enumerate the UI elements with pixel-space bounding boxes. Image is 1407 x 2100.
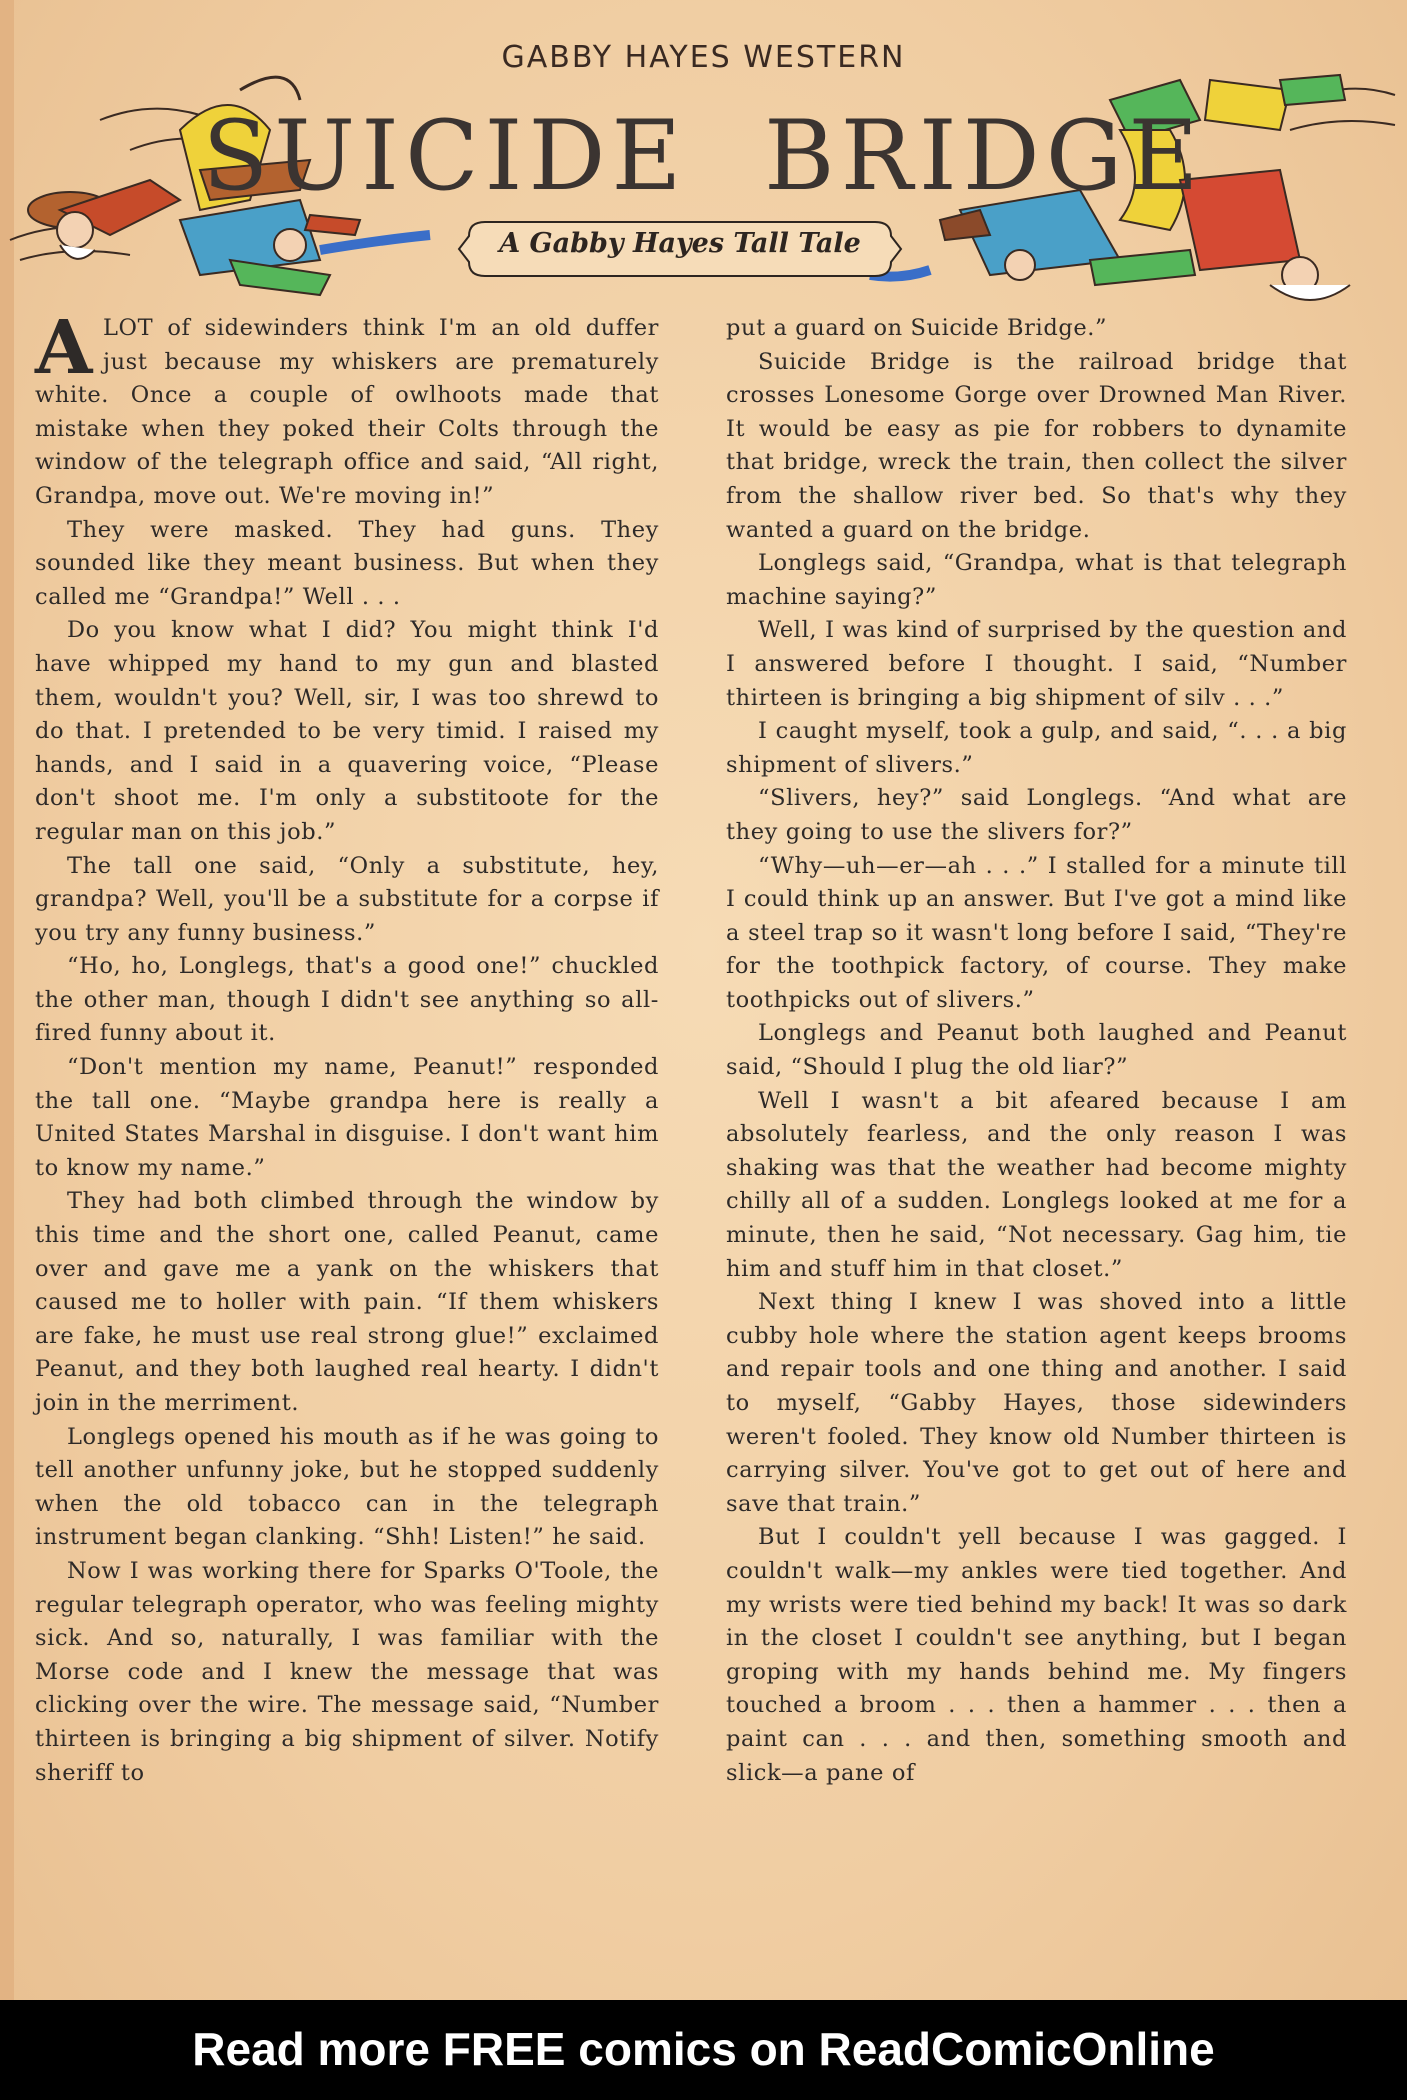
drop-cap: A [35,305,94,391]
subtitle-banner [455,218,905,280]
paragraph: Suicide Bridge is the railroad bridge that crosses Lonesome Gorge over Drowned Man River. It would be easy as pie for robbers to dynamite that bridge, wreck the train, then collect the silver from the shallow river bed. So that's why they wanted a guard on the bridge. [726,348,1347,543]
paragraph: Well, I was kind of surprised by the question and I answered before I thought. I said, “Number thirteen is bringing a big shipment of silv . . .” [726,617,1347,711]
story-subtitle: A Gabby Hayes Tall Tale [499,228,861,259]
paragraph: Now I was working there for Sparks O'Toole, the regular telegraph operator, who was feeling mighty sick. And so, naturally, I was familiar with the Morse code and I knew the message that was clicking over the wire. The message said, “Number thirteen is bringing a big shipment of silver. Notify sheriff to [35,1557,659,1786]
story-title: SUICIDE BRIDGE [202,100,1205,212]
paragraph: Well I wasn't a bit afeared because I am absolutely fearless, and the only reason I was shaking was that the weather had become mighty chilly all of a sudden. Longlegs looked at me for a minute, then he said, “Not necessary. Gag him, tie him and stuff him in that closet.” [726,1087,1347,1282]
text-column-left [35,305,659,1790]
paragraph: They had both climbed through the window by this time and the short one, called Peanut, came over and gave me a yank on the whiskers that caused me to holler with pain. “If them whiskers are fake, he must use real strong glue!” exclaimed Peanut, and they both laughed real hearty. I didn't join in the merriment. [35,1188,659,1416]
paragraph: Longlegs and Peanut both laughed and Peanut said, “Should I plug the old liar?” [726,1020,1347,1081]
paragraph: I caught myself, took a gulp, and said, “. . . a big shipment of slivers.” [726,718,1347,778]
paragraph: They were masked. They had guns. They sounded like they meant business. But when they called me “Grandpa!” Well . . . [35,516,659,610]
paragraph: “Ho, ho, Longlegs, that's a good one!” chuckled the other man, though I didn't see anything so all-fired funny about it. [35,953,659,1047]
paragraph: Next thing I knew I was shoved into a little cubby hole where the station agent keeps brooms and repair tools and one thing and another. I said to myself, “Gabby Hayes, those sidewinders weren't fooled. They know old Number thirteen is carrying silver. You've got to get out of here and save that train.” [726,1289,1347,1517]
footer-banner [0,2000,1407,2100]
paragraph: Longlegs said, “Grandpa, what is that telegraph machine saying?” [726,550,1347,610]
paragraph: Do you know what I did? You might think I'd have whipped my hand to my gun and blasted them, wouldn't you? Well, sir, I was too shrewd to do that. I pretended to be very timid. I raised my hands, and I said in a quavering voice, “Please don't shoot me. I'm only a substitoote for the regular man on this job.” [35,617,659,845]
paragraph: “Why—uh—er—ah . . .” I stalled for a minute till I could think up an answer. But I've got a mind like a steel trap so it wasn't long before I said, “They're for the toothpick factory, of course. They make toothpicks out of slivers.” [726,852,1347,1013]
paragraph-text: LOT of sidewinders think I'm an old duffer just because my whiskers are prematurely white. Once a couple of owlhoots made that mistake when they poked their Colts through the window of the telegraph office and said, “All right, Grandpa, move out. We're moving in!” [35,315,659,509]
paragraph: “Don't mention my name, Peanut!” responded the tall one. “Maybe grandpa here is really a United States Marshal in disguise. I don't want him to know my name.” [35,1054,659,1181]
paragraph: But I couldn't yell because I was gagged. I couldn't walk—my ankles were tied together. And my wrists were tied behind my back! It was so dark in the closet I couldn't see anything, but I began groping with my hands behind me. My fingers touched a broom . . . then a hammer . . . then a paint can . . . and then, something smooth and slick—a pane of [726,1524,1347,1786]
text-column-right [726,312,1347,1790]
paragraph: Longlegs opened his mouth as if he was going to tell another unfunny joke, but he stopped suddenly when the old tobacco can in the telegraph instrument began clanking. “Shh! Listen!” he said. [35,1423,659,1551]
paragraph: “Slivers, hey?” said Longlegs. “And what are they going to use the slivers for?” [726,785,1347,845]
paragraph: put a guard on Suicide Bridge.” [726,315,1108,341]
running-head: GABBY HAYES WESTERN [501,40,906,75]
footer-banner-text[interactable]: Read more FREE comics on ReadComicOnline [192,2023,1215,2075]
paragraph: The tall one said, “Only a substitute, hey, grandpa? Well, you'll be a substitute for a corpse if you try any funny business.” [35,852,659,946]
paragraph [35,305,659,514]
